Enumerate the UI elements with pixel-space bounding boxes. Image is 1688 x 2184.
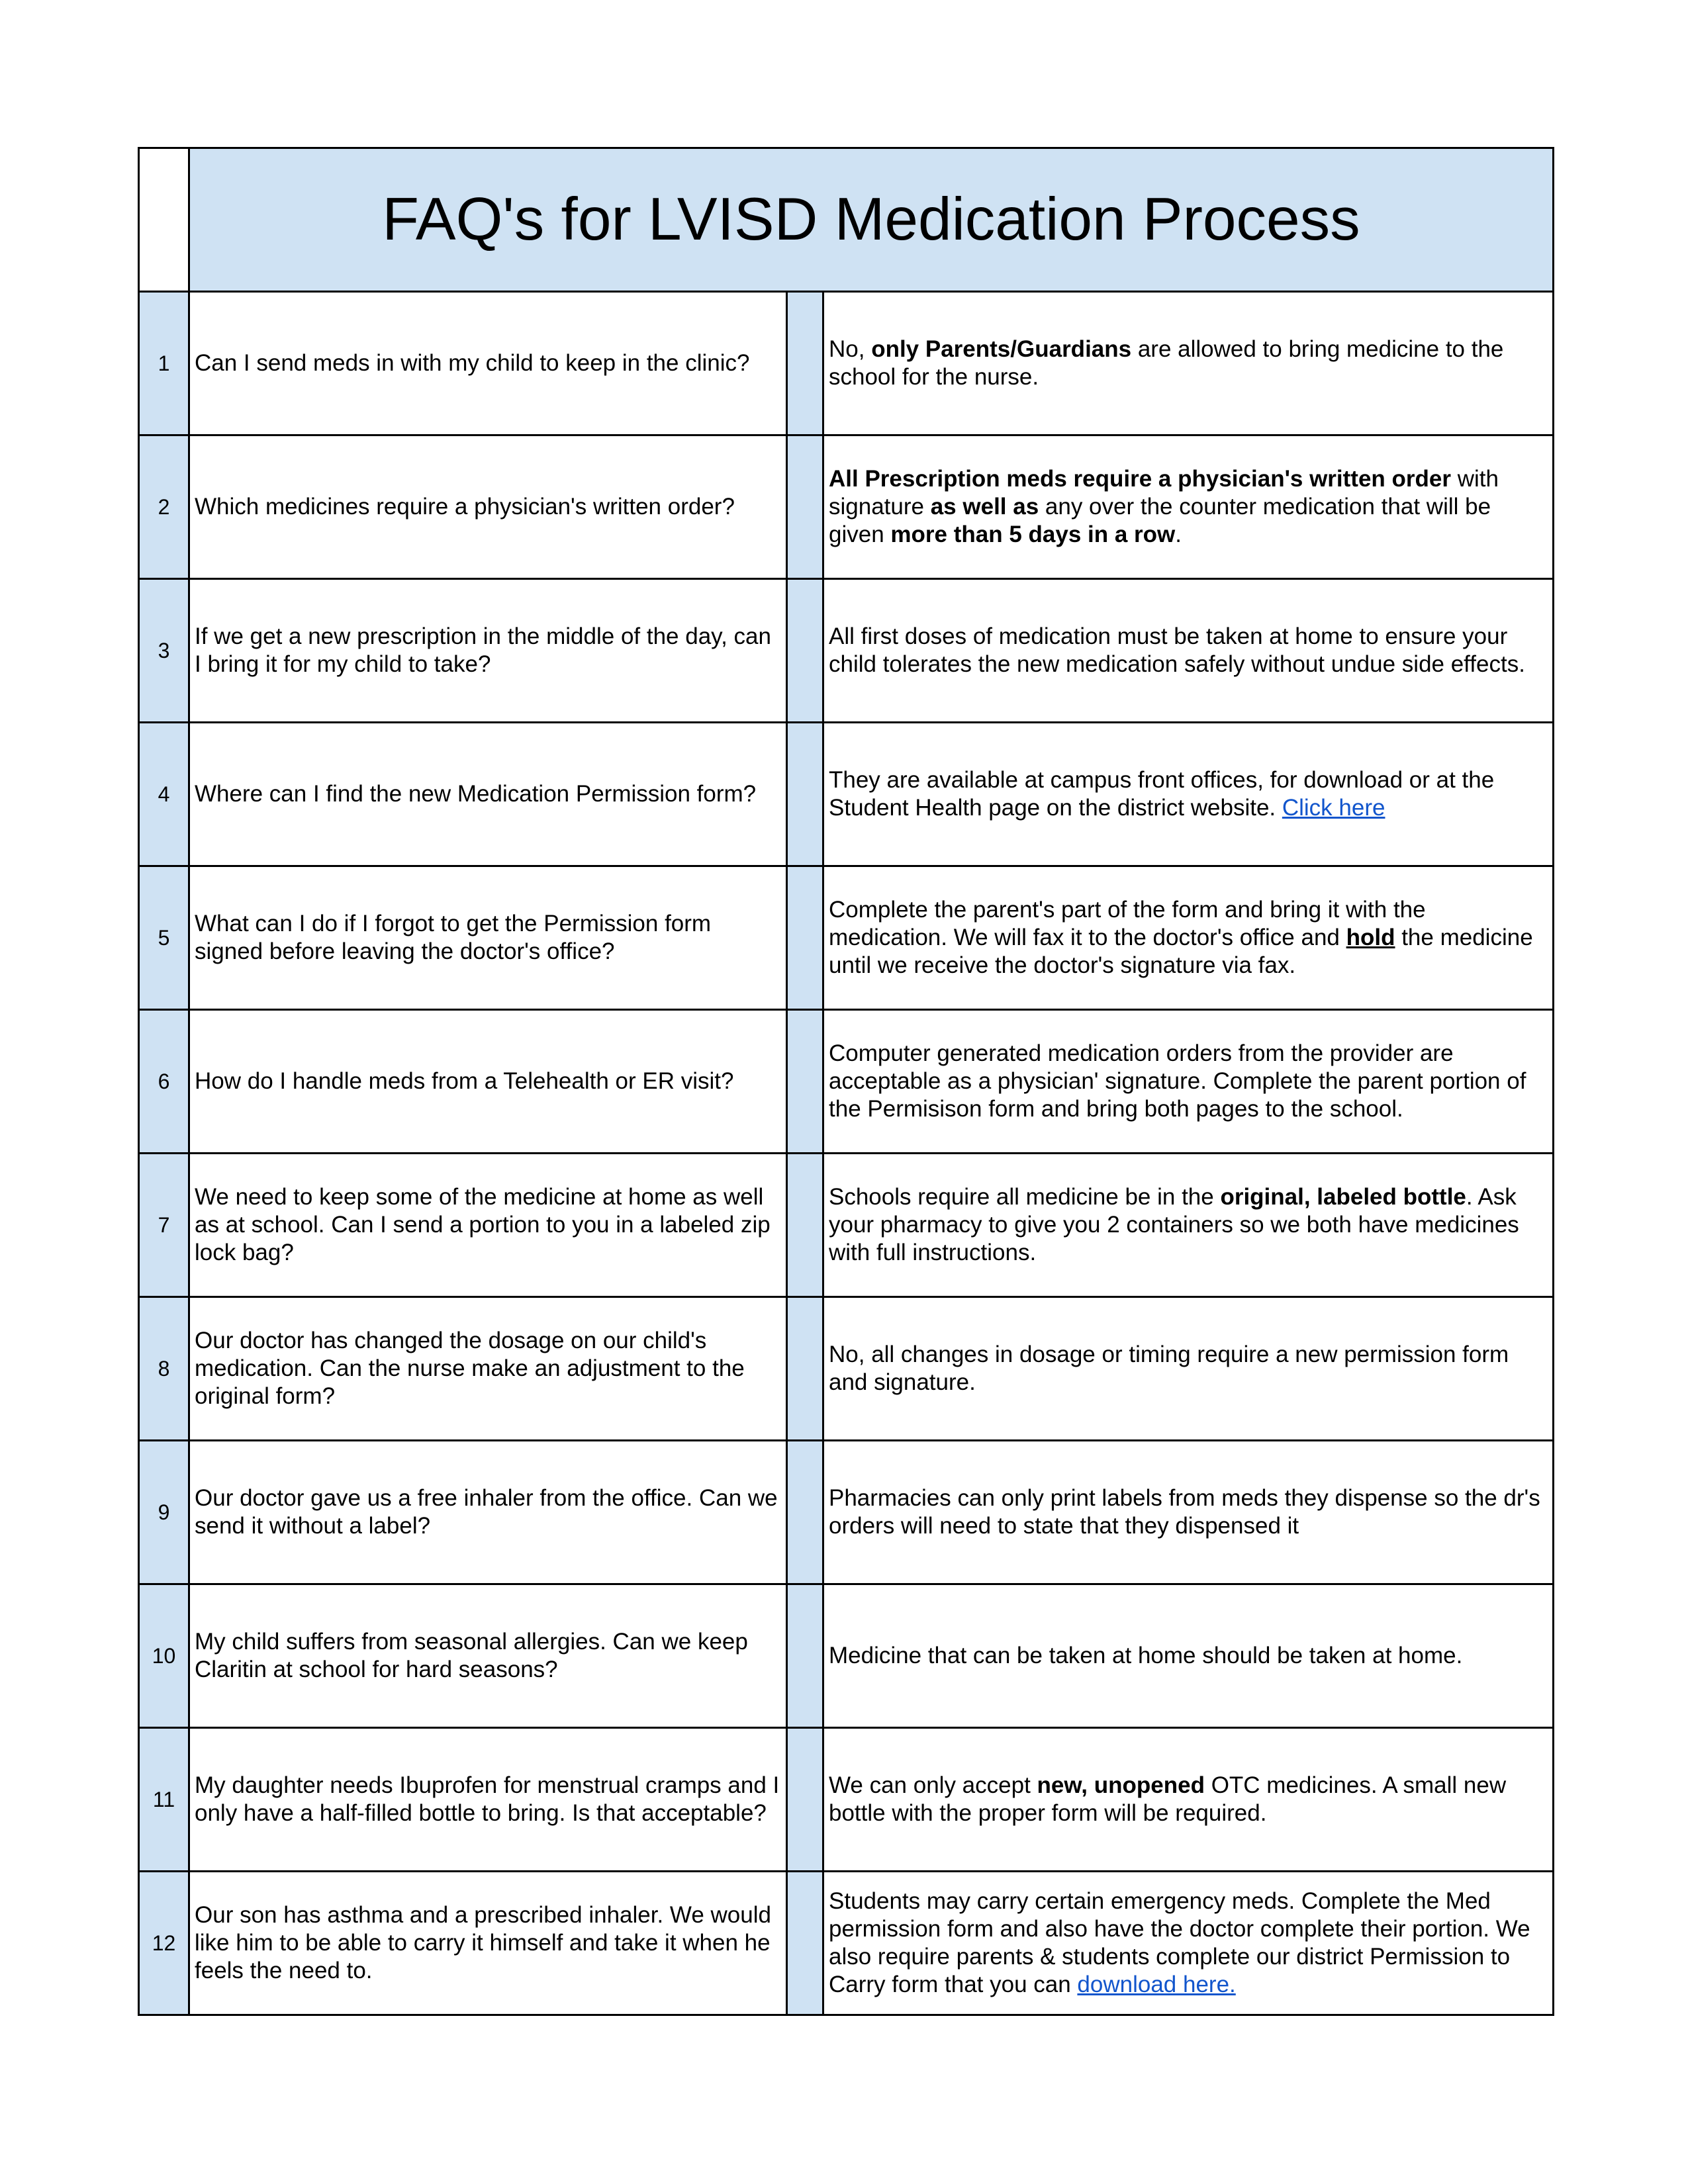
faq-number: 10 — [139, 1584, 189, 1728]
faq-answer — [823, 292, 1554, 435]
faq-answer-text: any over the counter medication that will be given — [829, 494, 1491, 547]
faq-row — [139, 1154, 1554, 1297]
faq-number: 8 — [139, 1297, 189, 1441]
faq-answer-emphasis: new, unopened — [1037, 1772, 1205, 1798]
faq-answer — [823, 1154, 1554, 1297]
faq-answer-emphasis: more than 5 days in a row — [890, 522, 1176, 547]
faq-question: What can I do if I forgot to get the Permission form signed before leaving the doctor's office? — [189, 866, 787, 1010]
faq-answer-text: Students may carry certain emergency meds. Complete the Med permission form and also have the doctor complete their portion. We also require parents & students complete our district Permission to Carry form that you can — [829, 1888, 1530, 1997]
faq-row — [139, 1010, 1554, 1154]
faq-answer-emphasis: hold — [1346, 925, 1395, 950]
faq-number: 7 — [139, 1154, 189, 1297]
faq-answer-link[interactable]: download here. — [1077, 1972, 1236, 1997]
faq-answer-text: Computer generated medication orders from the provider are acceptable as a physician' signature. Complete the parent portion of the Permisison form and bring both pages to the school. — [829, 1040, 1526, 1122]
faq-question: Our son has asthma and a prescribed inhaler. We would like him to be able to carry it himself and take it when he feels the need to. — [189, 1872, 787, 2015]
faq-spacer-cell — [787, 1872, 823, 2015]
faq-question: Our doctor gave us a free inhaler from the office. Can we send it without a label? — [189, 1441, 787, 1584]
faq-answer-text: Schools require all medicine be in the — [829, 1184, 1221, 1210]
faq-row — [139, 579, 1554, 723]
faq-answer-text: are allowed to bring medicine to the school for the nurse. — [829, 336, 1504, 390]
faq-answer-emphasis: All Prescription meds require a physician's written order — [829, 466, 1451, 492]
title-row — [139, 148, 1554, 292]
faq-number: 11 — [139, 1728, 189, 1872]
faq-row — [139, 1872, 1554, 2015]
faq-spacer-cell — [787, 1584, 823, 1728]
faq-answer — [823, 1728, 1554, 1872]
faq-answer — [823, 1584, 1554, 1728]
faq-number: 9 — [139, 1441, 189, 1584]
faq-table — [138, 147, 1554, 2016]
faq-answer-text: No, — [829, 336, 872, 362]
faq-row — [139, 292, 1554, 435]
faq-number: 2 — [139, 435, 189, 579]
faq-spacer-cell — [787, 866, 823, 1010]
faq-spacer-cell — [787, 723, 823, 866]
faq-row — [139, 1584, 1554, 1728]
faq-question: If we get a new prescription in the middle of the day, can I bring it for my child to take? — [189, 579, 787, 723]
faq-spacer-cell — [787, 1297, 823, 1441]
faq-number: 6 — [139, 1010, 189, 1154]
faq-answer-text: with signature — [829, 466, 1499, 520]
faq-row — [139, 1441, 1554, 1584]
faq-answer-text: Medicine that can be taken at home should be taken at home. — [829, 1643, 1463, 1668]
faq-question: We need to keep some of the medicine at home as well as at school. Can I send a portion to you in a labeled zip lock bag? — [189, 1154, 787, 1297]
faq-number: 5 — [139, 866, 189, 1010]
faq-row — [139, 1728, 1554, 1872]
faq-table-body — [139, 148, 1554, 2015]
faq-answer — [823, 1872, 1554, 2015]
page-title: FAQ's for LVISD Medication Process — [189, 148, 1554, 292]
faq-question: Can I send meds in with my child to keep in the clinic? — [189, 292, 787, 435]
faq-answer-text: Pharmacies can only print labels from meds they dispense so the dr's orders will need to state that they dispensed it — [829, 1485, 1540, 1539]
faq-answer — [823, 723, 1554, 866]
faq-spacer-cell — [787, 1010, 823, 1154]
faq-number: 12 — [139, 1872, 189, 2015]
faq-row — [139, 723, 1554, 866]
faq-spacer-cell — [787, 1154, 823, 1297]
faq-answer-text: Complete the parent's part of the form and bring it with the medication. We will fax it to the doctor's office and — [829, 897, 1426, 950]
faq-spacer-cell — [787, 292, 823, 435]
faq-answer — [823, 1010, 1554, 1154]
faq-answer-text: No, all changes in dosage or timing require a new permission form and signature. — [829, 1342, 1509, 1395]
faq-answer — [823, 579, 1554, 723]
faq-question: Which medicines require a physician's written order? — [189, 435, 787, 579]
faq-answer-text: . — [1175, 522, 1182, 547]
faq-number: 3 — [139, 579, 189, 723]
faq-answer-text: the medicine until we receive the doctor's signature via fax. — [829, 925, 1533, 978]
title-row-number-cell — [139, 148, 189, 292]
faq-answer — [823, 435, 1554, 579]
faq-spacer-cell — [787, 435, 823, 579]
faq-spacer-cell — [787, 1441, 823, 1584]
faq-row — [139, 866, 1554, 1010]
faq-answer-emphasis: only Parents/Guardians — [871, 336, 1132, 362]
faq-spacer-cell — [787, 1728, 823, 1872]
faq-question: Our doctor has changed the dosage on our child's medication. Can the nurse make an adjustment to the original form? — [189, 1297, 787, 1441]
faq-answer-text: . Ask your pharmacy to give you 2 containers so we both have medicines with full instructions. — [829, 1184, 1519, 1265]
faq-answer-text: We can only accept — [829, 1772, 1037, 1798]
faq-answer — [823, 1441, 1554, 1584]
faq-number: 1 — [139, 292, 189, 435]
faq-answer — [823, 1297, 1554, 1441]
faq-question: My child suffers from seasonal allergies. Can we keep Claritin at school for hard seasons? — [189, 1584, 787, 1728]
faq-row — [139, 1297, 1554, 1441]
faq-answer — [823, 866, 1554, 1010]
faq-number: 4 — [139, 723, 189, 866]
faq-answer-text: All first doses of medication must be taken at home to ensure your child tolerates the new medication safely without undue side effects. — [829, 623, 1525, 677]
faq-row — [139, 435, 1554, 579]
faq-answer-text: They are available at campus front offices, for download or at the Student Health page on the district website. — [829, 767, 1495, 821]
faq-spacer-cell — [787, 579, 823, 723]
faq-question: My daughter needs Ibuprofen for menstrual cramps and I only have a half-filled bottle to bring. Is that acceptable? — [189, 1728, 787, 1872]
faq-answer-link[interactable]: Click here — [1282, 795, 1385, 821]
faq-answer-emphasis: original, labeled bottle — [1220, 1184, 1466, 1210]
faq-question: Where can I find the new Medication Permission form? — [189, 723, 787, 866]
faq-answer-text: OTC medicines. A small new bottle with the proper form will be required. — [829, 1772, 1507, 1826]
faq-question: How do I handle meds from a Telehealth or ER visit? — [189, 1010, 787, 1154]
faq-answer-emphasis: as well as — [930, 494, 1039, 520]
